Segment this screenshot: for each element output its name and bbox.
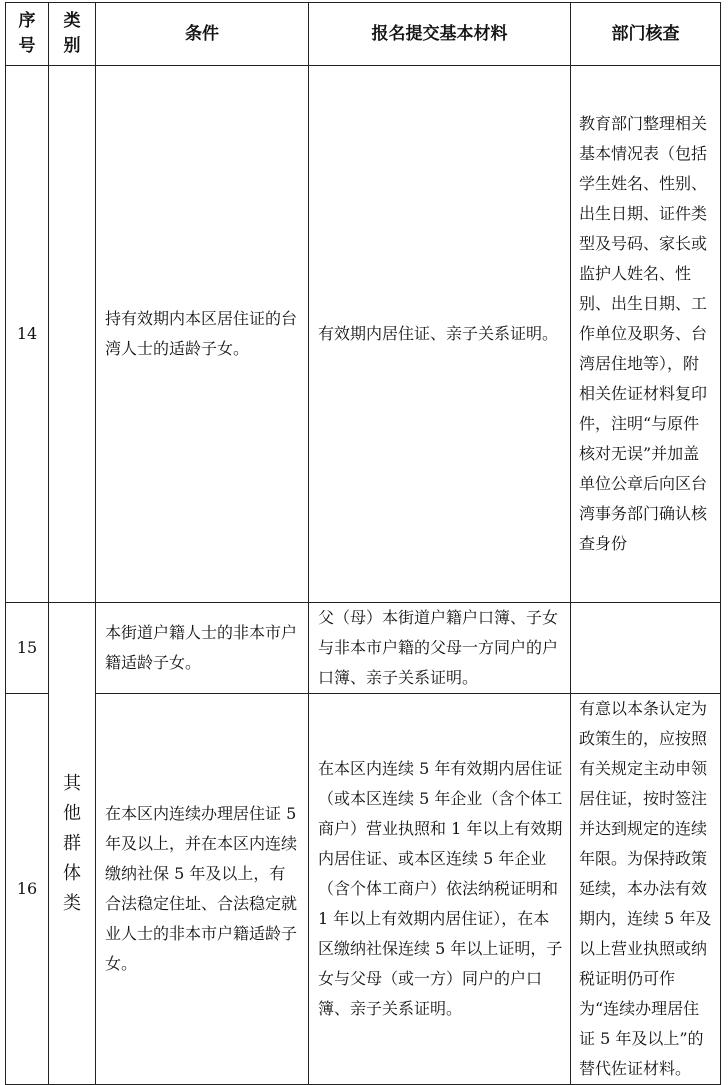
materials-cell: 父（母）本街道户籍户口簿、子女与非本市户籍的父母一方同户的户口簿、亲子关系证明。 xyxy=(309,603,571,694)
header-check: 部门核查 xyxy=(571,3,721,66)
materials-cell: 有效期内居住证、亲子关系证明。 xyxy=(309,66,571,603)
header-materials: 报名提交基本材料 xyxy=(309,3,571,66)
materials-cell: 在本区内连续 5 年有效期内居住证（或本区连续 5 年企业（含个体工商户）营业执照和 1 年以上有效期内居住证、或本区连续 5 年企业（含个体工商户）依法纳税证明和 1 年以上有效期内居住证），在本区缴纳社保连续 5 年以上证明，子女与父母（或一方）同户的户口簿、亲子关系证明。 xyxy=(309,694,571,1085)
check-cell: 教育部门整理相关基本情况表（包括学生姓名、性别、出生日期、证件类型及号码、家长或监护人姓名、性别、出生日期、工作单位及职务、台湾居住地等），附相关佐证材料复印件，注明“与原件核对无误”并加盖单位公章后向区台湾事务部门确认核查身份 xyxy=(571,66,721,603)
check-cell-empty xyxy=(571,603,721,694)
condition-cell: 本街道户籍人士的非本市户籍适龄子女。 xyxy=(96,603,309,694)
header-seq: 序 号 xyxy=(6,3,49,66)
table-row xyxy=(6,694,721,1085)
check-cell: 有意以本条认定为政策生的，应按照有关规定主动申领居住证，按时签注并达到规定的连续年限。为保持政策延续，本办法有效期内，连续 5 年及以上营业执照或纳税证明仍可作为“连续办理居住证 5 年及以上”的替代佐证材料。 xyxy=(571,694,721,1085)
table-row xyxy=(6,603,721,694)
header-condition: 条件 xyxy=(96,3,309,66)
row-number: 15 xyxy=(6,603,49,694)
category-cell: 其 他 群 体 类 xyxy=(49,603,96,1085)
category-cell-empty xyxy=(49,66,96,603)
condition-cell: 在本区内连续办理居住证 5 年及以上，并在本区内连续缴纳社保 5 年及以上，有合法稳定住址、合法稳定就业人士的非本市户籍适龄子女。 xyxy=(96,694,309,1085)
header-category: 类 别 xyxy=(49,3,96,66)
condition-cell: 持有效期内本区居住证的台湾人士的适龄子女。 xyxy=(96,66,309,603)
header-row xyxy=(6,3,721,66)
policy-table xyxy=(5,2,721,1085)
row-number: 14 xyxy=(6,66,49,603)
table-row xyxy=(6,66,721,603)
row-number: 16 xyxy=(6,694,49,1085)
